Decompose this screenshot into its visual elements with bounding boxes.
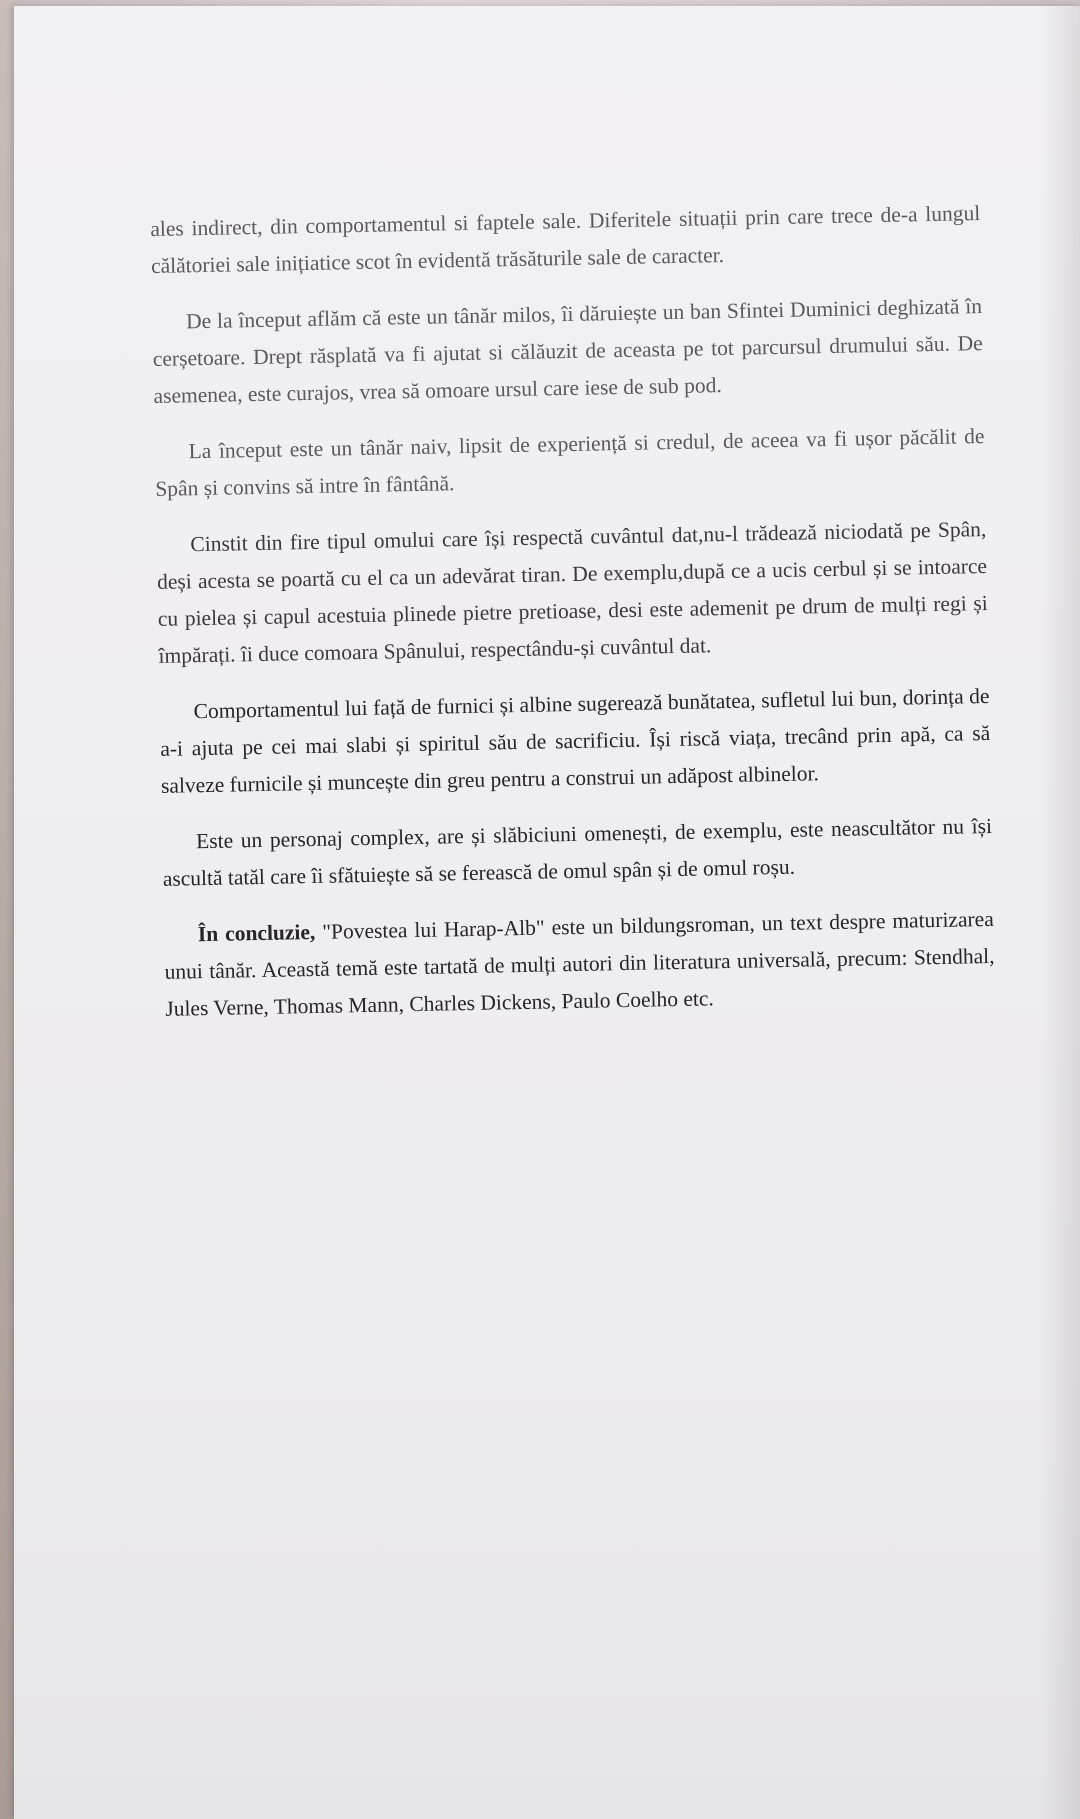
paragraph-2: De la început aflăm că este un tânăr milos, îi dăruiește un ban Sfintei Duminici deghizată în cerșetoare. Drept răsplată va fi ajutat si călăuzit de aceasta pe tot parcursul drumului său. De asemenea, este curajos, vrea să omoare ursul care iese de sub pod. xyxy=(152,294,983,408)
paragraph-3: La început este un tânăr naiv, lipsit de experiență si credul, de aceea va fi ușor păcălit de Spân și convins să intre în fântână. xyxy=(155,424,985,501)
paragraph-6: Este un personaj complex, are și slăbiciuni omenești, de exemplu, este neascultător nu își ascultă tatăl care îi sfătuiește să se ferească de omul spân și de omul roșu. xyxy=(162,813,993,891)
paper-sheet xyxy=(14,6,1080,1819)
paragraph-conclusion xyxy=(164,901,996,1028)
paragraph-4: Cinstit din fire tipul omului care își respectă cuvântul dat,nu-l trădează niciodată pe Spân, deși acesta se poartă cu el ca un adevărat tiran. De exemplu,după ce a ucis cerbul și se intoarce cu pielea și capul acestuia plinede pietre pretioase, desi este ademenit pe drum de mulți regi și împărați. îi duce comoara Spânului, respectându-și cuvântul dat. xyxy=(156,517,988,668)
essay-text xyxy=(150,195,996,1047)
paragraph-1: ales indirect, din comportamentul si faptele sale. Diferitele situații prin care trece de-a lungul călătoriei sale inițiatice scot în evidentă trăsăturile sale de caracter. xyxy=(150,201,981,278)
paragraph-5: Comportamentul lui față de furnici și albine sugerează bunătatea, sufletul lui bun, dorința de a-i ajuta pe cei mai slabi și spiritul său de sacrificiu. Își riscă viața, trecând prin apă, ca să salveze furnicile și muncește din greu pentru a construi un adăpost albinelor. xyxy=(160,683,991,798)
conclusion-lead: În concluzie, xyxy=(197,919,316,947)
conclusion-text: "Povestea lui Harap-Alb" este un bildungsroman, un text despre maturizarea unui tânăr. Această temă este tartată de mulți autori din literatura universală, precum: Stendhal, Jules Verne, Thomas Mann, Charles Dickens, Paulo Coelho etc. xyxy=(164,906,995,1021)
